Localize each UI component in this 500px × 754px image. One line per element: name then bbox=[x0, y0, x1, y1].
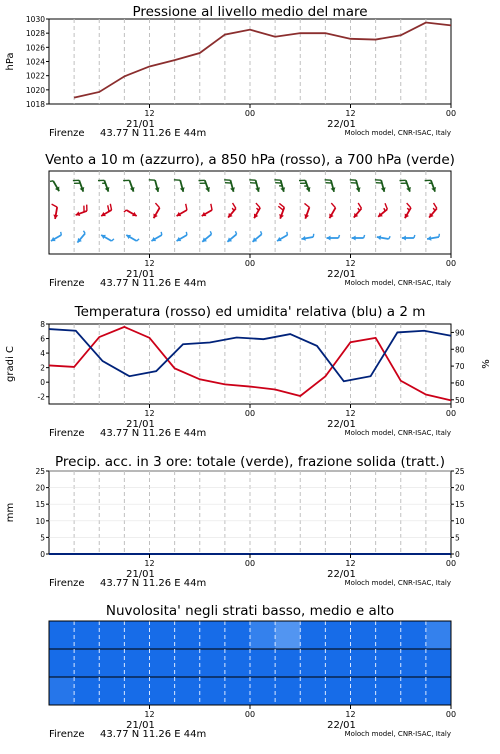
x-date-label: 21/01 bbox=[126, 119, 155, 130]
wind-barb bbox=[52, 204, 59, 219]
cloud-cell bbox=[99, 649, 125, 677]
x-tick-label: 00 bbox=[446, 559, 456, 568]
cloud-cell bbox=[300, 649, 326, 677]
y2-tick-label: 0 bbox=[455, 550, 460, 559]
wind-barb bbox=[153, 203, 159, 218]
panel-precip bbox=[5, 454, 465, 589]
wind-barb bbox=[77, 231, 85, 243]
cloud-cell bbox=[325, 677, 351, 705]
wind-barb bbox=[301, 234, 313, 241]
barb-feather bbox=[108, 205, 109, 211]
barb-feather bbox=[124, 210, 126, 212]
barb-feather bbox=[52, 204, 58, 207]
y-tick-label: 1022 bbox=[26, 72, 45, 81]
wind-barb bbox=[427, 234, 439, 241]
wind-barb bbox=[429, 203, 437, 218]
cloud-cell bbox=[275, 649, 301, 677]
cloud-cell bbox=[150, 677, 176, 705]
cloud-cell bbox=[376, 621, 402, 649]
coords-label: 43.77 N 11.26 E 44m bbox=[100, 578, 206, 589]
barb-feather bbox=[257, 208, 259, 210]
y-tick-label: 1030 bbox=[26, 15, 45, 24]
barb-feather bbox=[61, 232, 62, 235]
location-label: Firenze bbox=[49, 729, 85, 740]
x-tick-label: 12 bbox=[345, 259, 355, 268]
y2-tick-label: 5 bbox=[455, 533, 460, 542]
cloud-cell bbox=[225, 649, 251, 677]
y-tick-label: -2 bbox=[38, 393, 46, 402]
barb-feather bbox=[339, 235, 340, 238]
y-tick-label: 2 bbox=[40, 364, 45, 373]
panel-clouds bbox=[49, 603, 456, 740]
barb-feather bbox=[186, 232, 187, 235]
barb-feather bbox=[232, 208, 234, 211]
wind-barb bbox=[177, 204, 187, 216]
location-label: Firenze bbox=[49, 128, 85, 139]
cloud-cell bbox=[426, 649, 452, 677]
credit-label: Moloch model, CNR-ISAC, Italy bbox=[345, 579, 451, 587]
wind-barb bbox=[402, 235, 415, 241]
y2-axis-label: % bbox=[481, 359, 492, 369]
y-tick-label: 6 bbox=[40, 335, 45, 344]
wind-barb bbox=[352, 235, 365, 241]
wind-barb bbox=[126, 235, 139, 241]
location-label: Firenze bbox=[49, 278, 85, 289]
y-tick-label: 5 bbox=[40, 533, 45, 542]
x-date-label: 22/01 bbox=[327, 569, 356, 580]
cloud-cell bbox=[99, 621, 125, 649]
wind-barb bbox=[227, 231, 236, 242]
x-tick-label: 12 bbox=[345, 109, 355, 118]
cloud-cell bbox=[325, 649, 351, 677]
x-date-label: 21/01 bbox=[126, 269, 155, 280]
barb-feather bbox=[384, 208, 385, 211]
y-tick-label: 8 bbox=[40, 320, 45, 329]
x-tick-label: 12 bbox=[144, 409, 154, 418]
coords-label: 43.77 N 11.26 E 44m bbox=[100, 278, 206, 289]
barb-feather bbox=[161, 232, 162, 235]
barb-feather bbox=[433, 208, 435, 211]
cloud-cell bbox=[401, 621, 427, 649]
credit-label: Moloch model, CNR-ISAC, Italy bbox=[345, 730, 451, 738]
barb-feather bbox=[112, 239, 114, 241]
barb-feather bbox=[414, 235, 415, 238]
cloud-cell bbox=[250, 649, 276, 677]
wind-barb bbox=[378, 203, 387, 217]
barb-feather bbox=[110, 204, 111, 210]
cloud-cell bbox=[49, 677, 75, 705]
x-tick-label: 00 bbox=[245, 409, 255, 418]
y-tick-label: 4 bbox=[40, 349, 45, 358]
cloud-cell bbox=[275, 621, 301, 649]
barb-feather bbox=[210, 231, 211, 234]
chart-title: Pressione al livello medio del mare bbox=[132, 4, 367, 20]
y-axis-label: hPa bbox=[5, 52, 16, 70]
barb-head bbox=[327, 236, 331, 241]
x-tick-label: 12 bbox=[144, 259, 154, 268]
x-tick-label: 00 bbox=[245, 559, 255, 568]
barb-feather bbox=[331, 203, 335, 208]
cloud-cell bbox=[325, 621, 351, 649]
y-tick-label: 1020 bbox=[26, 86, 45, 95]
barb-feather bbox=[50, 181, 53, 182]
y-tick-label: 15 bbox=[35, 500, 45, 509]
barb-feather bbox=[211, 204, 212, 210]
barb-feather bbox=[186, 204, 187, 210]
cloud-cell bbox=[250, 677, 276, 705]
wind-barb bbox=[101, 235, 114, 241]
barb-feather bbox=[304, 203, 309, 207]
y-tick-label: 1026 bbox=[26, 43, 45, 52]
cloud-cell bbox=[300, 621, 326, 649]
cloud-cell bbox=[124, 677, 150, 705]
cloud-cell bbox=[49, 621, 75, 649]
barb-feather bbox=[358, 208, 360, 211]
panel-wind bbox=[45, 152, 456, 289]
barb-feather bbox=[83, 231, 85, 234]
y2-tick-label: 10 bbox=[455, 517, 465, 526]
cloud-cell bbox=[426, 621, 452, 649]
chart-title: Temperatura (rosso) ed umidita' relativa (blu) a 2 m bbox=[74, 304, 426, 320]
x-tick-label: 00 bbox=[245, 710, 255, 719]
x-date-label: 22/01 bbox=[327, 720, 356, 731]
y-tick-label: 1018 bbox=[26, 100, 45, 109]
cloud-cell bbox=[175, 621, 201, 649]
wind-barb bbox=[325, 180, 336, 192]
y-tick-label: 20 bbox=[35, 484, 45, 493]
cloud-cell bbox=[74, 649, 100, 677]
wind-barb bbox=[177, 232, 187, 241]
wind-barb bbox=[51, 232, 61, 241]
cloud-cell bbox=[74, 677, 100, 705]
cloud-cell bbox=[124, 621, 150, 649]
cloud-cell bbox=[200, 677, 226, 705]
wind-barb bbox=[76, 205, 87, 216]
y2-tick-label: 50 bbox=[455, 396, 465, 405]
barb-feather bbox=[233, 203, 236, 208]
x-date-label: 22/01 bbox=[327, 269, 356, 280]
credit-label: Moloch model, CNR-ISAC, Italy bbox=[345, 279, 451, 287]
cloud-cell bbox=[150, 649, 176, 677]
location-label: Firenze bbox=[49, 578, 85, 589]
x-date-label: 22/01 bbox=[327, 119, 356, 130]
barb-feather bbox=[287, 232, 288, 235]
barb-feather bbox=[385, 203, 387, 209]
wind-barb bbox=[50, 181, 59, 191]
y2-tick-label: 70 bbox=[455, 362, 465, 371]
cloud-cell bbox=[175, 677, 201, 705]
barb-feather bbox=[434, 203, 437, 208]
y2-tick-label: 80 bbox=[455, 345, 465, 354]
x-tick-label: 00 bbox=[446, 259, 456, 268]
panel-temp_rh bbox=[5, 304, 492, 439]
wind-barb bbox=[329, 203, 335, 218]
barb-feather bbox=[358, 203, 361, 208]
cloud-cell bbox=[401, 649, 427, 677]
x-date-label: 21/01 bbox=[126, 569, 155, 580]
y2-tick-label: 25 bbox=[455, 467, 465, 476]
wind-barb bbox=[254, 203, 260, 218]
credit-label: Moloch model, CNR-ISAC, Italy bbox=[345, 429, 451, 437]
x-tick-label: 00 bbox=[446, 710, 456, 719]
cloud-cell bbox=[351, 677, 377, 705]
cloud-cell bbox=[200, 649, 226, 677]
x-tick-label: 00 bbox=[446, 409, 456, 418]
wind-barb bbox=[202, 204, 212, 216]
barb-feather bbox=[389, 236, 391, 239]
x-date-label: 22/01 bbox=[327, 419, 356, 430]
cloud-cell bbox=[124, 649, 150, 677]
wind-barb bbox=[149, 180, 160, 192]
barb-feather bbox=[261, 231, 262, 234]
x-tick-label: 12 bbox=[144, 109, 154, 118]
cloud-cell bbox=[401, 677, 427, 705]
y-axis-label: gradi C bbox=[5, 346, 16, 382]
cloud-cell bbox=[376, 649, 402, 677]
wind-barb bbox=[151, 232, 161, 241]
wind-barb bbox=[354, 203, 362, 218]
cloud-cell bbox=[225, 677, 251, 705]
y2-tick-label: 20 bbox=[455, 484, 465, 493]
cloud-cell bbox=[300, 677, 326, 705]
wind-barb bbox=[277, 232, 287, 241]
wind-barb bbox=[253, 231, 262, 242]
wind-barb bbox=[304, 203, 309, 218]
pressure-line bbox=[74, 23, 451, 98]
x-tick-label: 12 bbox=[144, 559, 154, 568]
barb-feather bbox=[256, 203, 260, 208]
barb-head bbox=[402, 236, 406, 241]
barb-feather bbox=[364, 235, 365, 238]
wind-barb bbox=[350, 180, 361, 192]
coords-label: 43.77 N 11.26 E 44m bbox=[100, 729, 206, 740]
panel-pressure bbox=[5, 4, 456, 139]
cloud-cell bbox=[175, 649, 201, 677]
y-tick-label: 25 bbox=[35, 467, 45, 476]
cloud-cell bbox=[351, 649, 377, 677]
y2-tick-label: 60 bbox=[455, 379, 465, 388]
cloud-cell bbox=[275, 677, 301, 705]
y-tick-label: 1028 bbox=[26, 29, 45, 38]
cloud-cell bbox=[200, 621, 226, 649]
barb-feather bbox=[407, 208, 409, 210]
chart-title: Nuvolosita' negli strati basso, medio e alto bbox=[106, 603, 394, 619]
wind-barb bbox=[174, 180, 185, 192]
x-tick-label: 12 bbox=[345, 559, 355, 568]
cloud-cell bbox=[351, 621, 377, 649]
cloud-cell bbox=[74, 621, 100, 649]
wind-barb bbox=[101, 204, 111, 216]
chart-title: Vento a 10 m (azzurro), a 850 hPa (rosso), a 700 hPa (verde) bbox=[45, 152, 455, 168]
wind-barb bbox=[228, 203, 236, 218]
x-tick-label: 12 bbox=[345, 710, 355, 719]
wind-barb bbox=[249, 180, 260, 192]
y-axis-label: mm bbox=[5, 503, 16, 522]
barb-feather bbox=[137, 239, 139, 241]
wind-barb bbox=[124, 210, 137, 216]
x-tick-label: 00 bbox=[245, 109, 255, 118]
x-tick-label: 12 bbox=[345, 409, 355, 418]
wind-barb bbox=[375, 180, 386, 192]
credit-label: Moloch model, CNR-ISAC, Italy bbox=[345, 129, 451, 137]
y2-tick-label: 15 bbox=[455, 500, 465, 509]
cloud-cell bbox=[376, 677, 402, 705]
barb-feather bbox=[407, 203, 411, 208]
coords-label: 43.77 N 11.26 E 44m bbox=[100, 128, 206, 139]
barb-feather bbox=[235, 231, 236, 234]
x-tick-label: 00 bbox=[446, 109, 456, 118]
coords-label: 43.77 N 11.26 E 44m bbox=[100, 428, 206, 439]
wind-barb bbox=[274, 180, 285, 192]
location-label: Firenze bbox=[49, 428, 85, 439]
y-tick-label: 1024 bbox=[26, 58, 45, 67]
y-tick-label: 0 bbox=[40, 378, 45, 387]
cloud-cell bbox=[250, 621, 276, 649]
wind-barb bbox=[327, 235, 340, 241]
barb-feather bbox=[155, 203, 159, 208]
cloud-cell bbox=[150, 621, 176, 649]
x-tick-label: 12 bbox=[144, 710, 154, 719]
x-tick-label: 00 bbox=[245, 259, 255, 268]
cloud-cell bbox=[426, 677, 452, 705]
x-date-label: 21/01 bbox=[126, 419, 155, 430]
y-tick-label: 0 bbox=[40, 550, 45, 559]
cloud-cell bbox=[49, 649, 75, 677]
wind-barb bbox=[405, 203, 411, 218]
x-date-label: 21/01 bbox=[126, 720, 155, 731]
wind-barb bbox=[278, 203, 284, 218]
cloud-cell bbox=[99, 677, 125, 705]
y-tick-label: 10 bbox=[35, 517, 45, 526]
barb-head bbox=[352, 236, 356, 241]
wind-barb bbox=[202, 231, 211, 242]
wind-barb bbox=[224, 180, 235, 192]
wind-barb bbox=[377, 235, 390, 240]
chart-title: Precip. acc. in 3 ore: totale (verde), frazione solida (tratt.) bbox=[55, 454, 445, 470]
y2-tick-label: 90 bbox=[455, 328, 465, 337]
cloud-cell bbox=[225, 621, 251, 649]
